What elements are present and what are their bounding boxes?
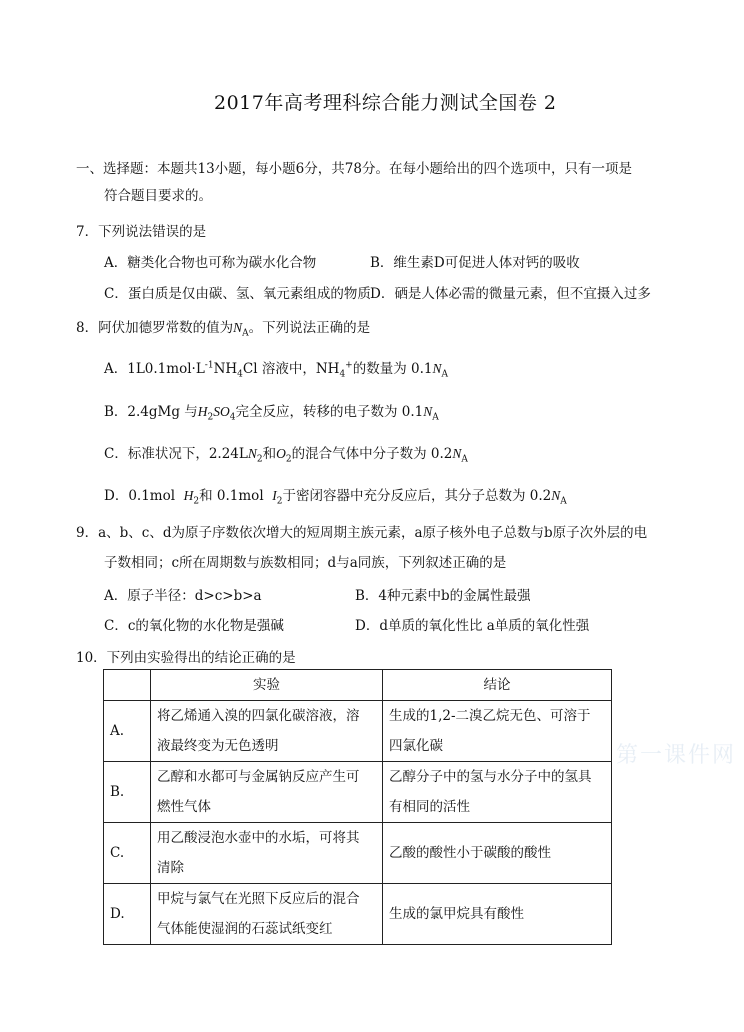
table-row	[104, 762, 612, 823]
q10-stem: 10．下列由实验得出的结论正确的是	[76, 650, 296, 666]
q8-stem: 8．阿伏加德罗常数的值为$N_A$。下列说法正确的是	[76, 320, 371, 339]
q8-option-b: B．2.4gMg 与$H_2SO_4$完全反应，转移的电子数为 $0.1N_A$	[104, 404, 439, 423]
experiment-cell: 将乙烯通入溴的四氯化碳溶液，溶 液最终变为无色透明	[151, 701, 383, 762]
table-header-row	[104, 670, 612, 701]
row-label: A.	[104, 701, 151, 762]
q9-stem-cont: 子数相同；c所在周期数与族数相同；d与a同族，下列叙述正确的是	[104, 555, 507, 571]
conclusion-cell: 生成的氯甲烷具有酸性	[383, 884, 612, 945]
q9-option-a: A．原子半径：d>c>b>a	[104, 588, 262, 604]
q9-option-d: D．d单质的氧化性比 a单质的氧化性强	[355, 618, 590, 634]
watermark: 第一课件网	[616, 743, 737, 768]
q9-option-c: C．c的氧化物的水化物是强碱	[104, 618, 284, 634]
table-header-experiment: 实验	[151, 670, 383, 701]
section-instructions-cont: 符合题目要求的。	[104, 188, 212, 204]
q7-stem: 7．下列说法错误的是	[76, 224, 207, 240]
conclusion-cell: 生成的1,2-二溴乙烷无色、可溶于 四氯化碳	[383, 701, 612, 762]
row-label: D.	[104, 884, 151, 945]
per-liter-symbol: $\cdot L^{-1}$	[191, 360, 214, 377]
experiment-cell: 甲烷与氯气在光照下反应后的混合 气体能使湿润的石蕊试纸变红	[151, 884, 383, 945]
q7-option-a: A．糖类化合物也可称为碳水化合物	[104, 255, 317, 271]
table-row	[104, 884, 612, 945]
q7-option-c: C．蛋白质是仅由碳、氢、氧元素组成的物质	[104, 286, 371, 302]
q9-stem: 9．a、b、c、d为原子序数依次增大的短周期主族元素，a原子核外电子总数与b原子次外层的电	[76, 525, 648, 541]
q8-option-d: D．0.1mol $H_2$和 0.1mol $I_2$于密闭容器中充分反应后，其分子总数为 $0.2N_A$	[104, 488, 567, 507]
table-row	[104, 823, 612, 884]
experiment-cell: 用乙酸浸泡水壶中的水垢，可将其 清除	[151, 823, 383, 884]
conclusion-cell: 乙酸的酸性小于碳酸的酸性	[383, 823, 612, 884]
q7-option-d: D．硒是人体必需的微量元素，但不宜摄入过多	[370, 286, 651, 302]
conclusion-cell: 乙醇分子中的氢与水分子中的氢具 有相同的活性	[383, 762, 612, 823]
q7-option-b: B．维生素D可促进人体对钙的吸收	[370, 255, 580, 271]
table-header-cell	[104, 670, 151, 701]
experiment-cell: 乙醇和水都可与金属钠反应产生可 燃性气体	[151, 762, 383, 823]
row-label: C.	[104, 823, 151, 884]
section-instructions: 一、选择题：本题共13小题，每小题6分，共78分。在每小题给出的四个选项中，只有一项是	[76, 161, 632, 177]
page-title: 2017年高考理科综合能力测试全国卷 2	[214, 92, 557, 114]
q9-option-b: B．4种元素中b的金属性最强	[355, 588, 531, 604]
q8-option-c: C．标准状况下，$2.24LN_2$和$O_2$的混合气体中分子数为 $0.2N_A$	[104, 446, 468, 465]
q8-option-a: A．$1L0.1mol\cdot L^{-1}NH_4Cl$ 溶液中，$NH_4^+$的数量为 $0.1N_A$	[104, 360, 448, 380]
row-label: B.	[104, 762, 151, 823]
table-row	[104, 701, 612, 762]
table-header-conclusion: 结论	[383, 670, 612, 701]
experiment-table	[103, 669, 612, 945]
